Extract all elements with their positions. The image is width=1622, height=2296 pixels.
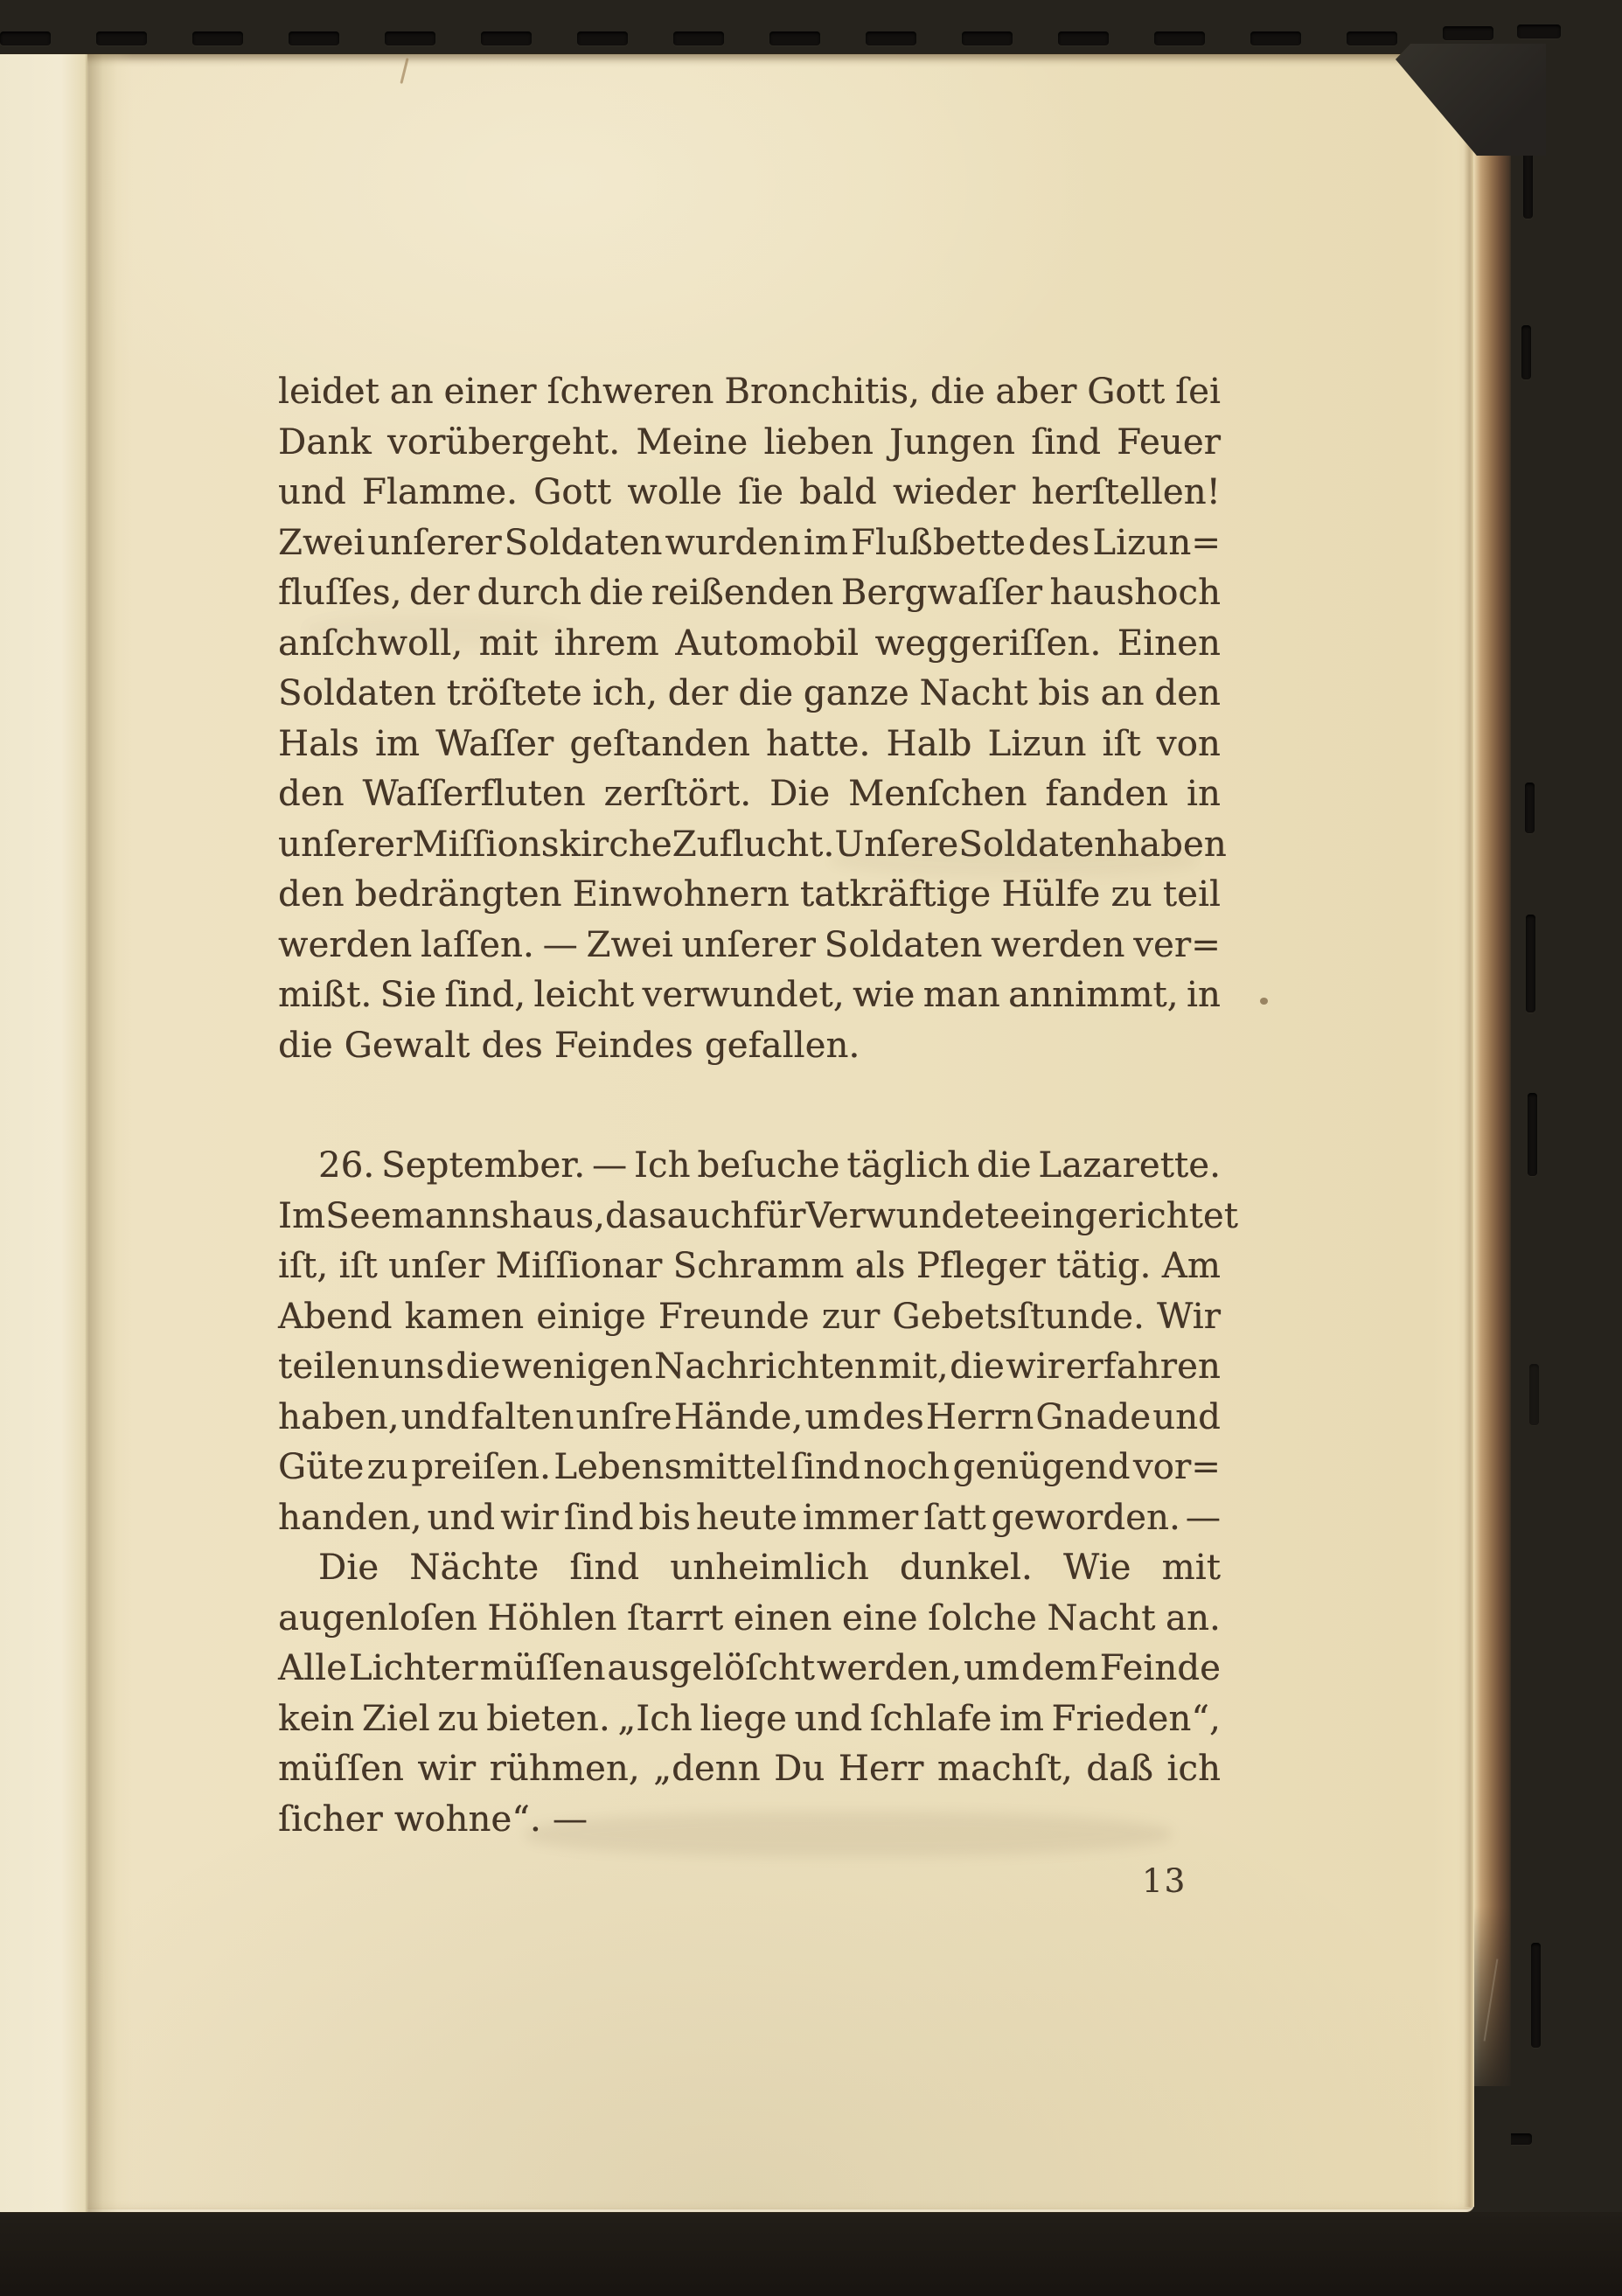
text-line — [278, 870, 1221, 921]
text-line — [278, 1242, 1221, 1292]
word: einige — [536, 1296, 646, 1337]
cover-stitch — [289, 31, 339, 45]
paper-speck — [1260, 998, 1268, 1005]
text-line — [278, 1141, 1221, 1192]
text-line — [278, 1192, 1239, 1242]
word: Miſſionar — [495, 1246, 663, 1286]
word: Güte — [278, 1447, 365, 1487]
word: wurden — [665, 522, 801, 563]
word: Nacht — [919, 673, 1028, 713]
word: iſt, — [278, 1246, 329, 1286]
word: ſolche — [928, 1597, 1037, 1639]
word: das — [604, 1195, 667, 1236]
word: bis — [638, 1497, 691, 1538]
word: müſſen — [278, 1749, 404, 1789]
word: Wir — [1157, 1296, 1221, 1337]
word: haushoch — [1049, 573, 1221, 613]
word: „denn — [653, 1749, 761, 1789]
word: laſſen. — [421, 924, 534, 965]
word: dem — [1020, 1648, 1098, 1688]
word: geworden. — [991, 1497, 1180, 1538]
word: Alle — [278, 1648, 347, 1688]
cover-stitch — [481, 31, 532, 45]
word: bald — [799, 472, 877, 512]
word: wir — [1006, 1346, 1065, 1387]
backdrop-bottom — [0, 2212, 1622, 2296]
word: ſtarrt — [626, 1597, 724, 1639]
cover-stitch — [1517, 24, 1561, 38]
word: iſt — [338, 1246, 378, 1286]
word: Lebensmittel — [553, 1447, 788, 1487]
word: Die — [769, 774, 831, 814]
word: Ziel — [361, 1698, 430, 1739]
text-line — [278, 367, 1221, 418]
cover-stitch — [1058, 31, 1109, 45]
cover-stitch — [1443, 26, 1493, 40]
word: ſatt — [923, 1497, 986, 1538]
word: wieder — [893, 472, 1016, 512]
word: ſicher — [278, 1799, 383, 1840]
word: Lichter — [348, 1648, 478, 1688]
text-line — [278, 568, 1221, 619]
word: Ich — [633, 1145, 691, 1186]
word: lieben — [763, 421, 874, 463]
word: Nacht — [1047, 1597, 1156, 1639]
word: die — [950, 1346, 1005, 1387]
word: Am — [1161, 1246, 1221, 1286]
word: des — [862, 1396, 924, 1437]
word: iſt — [1102, 723, 1141, 764]
word: tätig. — [1056, 1246, 1152, 1286]
text-line — [278, 971, 1221, 1021]
word: zu — [437, 1698, 479, 1739]
word: die — [929, 372, 985, 412]
word: Gnade — [1035, 1396, 1152, 1437]
text-line — [278, 1021, 1221, 1072]
word: um — [804, 1396, 861, 1437]
word: Automobil — [675, 623, 860, 664]
text-line — [278, 619, 1221, 670]
word: unheimlich — [670, 1548, 869, 1588]
word: wir — [500, 1497, 559, 1538]
word: Gebetsſtunde. — [892, 1296, 1145, 1337]
word: um — [963, 1648, 1020, 1688]
word: wie — [853, 975, 915, 1015]
word: unſre — [575, 1396, 672, 1437]
word: ſchweren — [546, 372, 714, 412]
word: wir — [417, 1749, 477, 1789]
word: Nächte — [409, 1548, 540, 1588]
word: ſind — [1031, 421, 1101, 463]
word: falten — [470, 1396, 574, 1437]
word: reißenden — [651, 573, 834, 613]
word: Freunde — [658, 1296, 810, 1337]
text-line — [278, 921, 1221, 971]
word: ſind — [569, 1548, 640, 1588]
word: werden — [991, 924, 1125, 965]
word: und — [794, 1698, 863, 1739]
word: Sie — [379, 975, 437, 1015]
word: und — [278, 472, 346, 512]
cover-stitch — [1529, 1364, 1539, 1425]
cover-stitch — [385, 31, 435, 45]
cover-stitch — [1154, 31, 1205, 45]
text-line — [278, 820, 1227, 871]
word: kamen — [404, 1296, 525, 1337]
word: liege — [700, 1698, 787, 1739]
word: bieten. — [486, 1698, 610, 1739]
cover-board-edge — [1474, 49, 1511, 2086]
word: Pfleger — [915, 1246, 1046, 1286]
word: des — [1027, 522, 1090, 563]
word: ihrem — [553, 623, 659, 664]
word: im — [803, 522, 848, 563]
text-line — [278, 769, 1221, 820]
cover-stitch — [1526, 915, 1535, 1012]
word: vor= — [1132, 1447, 1221, 1487]
word: und — [427, 1497, 496, 1538]
text-line — [278, 1795, 1221, 1846]
word: Einwohnern — [572, 874, 790, 915]
word: preiſen. — [411, 1447, 551, 1487]
word: teil — [1162, 874, 1221, 915]
word: vorübergeht. — [386, 421, 621, 463]
word: wohne“. — [393, 1799, 541, 1840]
page-block-edge — [1464, 58, 1474, 2207]
word: fluſſes, — [278, 573, 402, 613]
word: ſchlafe — [869, 1698, 992, 1739]
word: Gewalt — [344, 1025, 470, 1066]
word: Schramm — [672, 1246, 845, 1286]
word: leidet — [278, 372, 379, 412]
cover-stitch — [96, 31, 147, 45]
word: hatte. — [766, 723, 871, 764]
word: Menſchen — [848, 774, 1027, 814]
cover-stitch — [1521, 325, 1531, 379]
word: zu — [366, 1447, 408, 1487]
word: noch — [863, 1447, 950, 1487]
word: Die — [318, 1548, 379, 1588]
text-line — [278, 1694, 1221, 1745]
word: — — [591, 1145, 628, 1186]
word: gefallen. — [704, 1025, 860, 1066]
word: September. — [381, 1145, 586, 1186]
word: Gott — [533, 472, 612, 512]
book-page — [0, 54, 1474, 2212]
word: unſerer — [367, 522, 502, 563]
word: Halb — [886, 723, 972, 764]
word: Bergwaſſer — [840, 573, 1043, 613]
word: weggeriſſen. — [874, 623, 1102, 664]
word: verwundet, — [642, 975, 845, 1015]
word: im — [374, 723, 421, 764]
word: Flamme. — [361, 472, 518, 512]
word: ich, — [592, 673, 658, 713]
word: Soldaten — [958, 824, 1117, 865]
text-line — [278, 1493, 1221, 1544]
word: unſer — [388, 1246, 485, 1286]
word: ausgelöſcht — [607, 1648, 815, 1688]
word: Flußbette — [850, 522, 1026, 563]
word: kein — [278, 1698, 355, 1739]
word: heute — [695, 1497, 797, 1538]
text-line — [278, 1292, 1221, 1343]
cover-stitch — [673, 31, 724, 45]
word: annimmt, — [1008, 975, 1179, 1015]
word: augenloſen — [278, 1597, 477, 1639]
word: und — [1152, 1396, 1221, 1437]
word: ſie — [738, 472, 783, 512]
word: leicht — [533, 975, 635, 1015]
word: Du — [774, 1749, 825, 1789]
word: — — [1185, 1497, 1221, 1538]
cover-stitch — [577, 31, 628, 45]
word: ich — [1166, 1749, 1221, 1789]
word: eingerichtet — [1020, 1195, 1239, 1236]
word: einer — [443, 372, 537, 412]
word: genügend — [952, 1447, 1131, 1487]
word: unſerer — [681, 924, 816, 965]
word: Hülfe — [1001, 874, 1101, 915]
word: mit, — [878, 1346, 949, 1387]
word: die — [738, 673, 794, 713]
word: „Ich — [617, 1698, 693, 1739]
cover-stitch — [866, 31, 916, 45]
word: Waſſer — [435, 723, 554, 764]
word: tröſtete — [446, 673, 582, 713]
word: auch — [666, 1195, 754, 1236]
word: wolle — [627, 472, 722, 512]
word: Zwei — [278, 522, 365, 563]
word: handen, — [278, 1497, 422, 1538]
word: bis — [1038, 673, 1090, 713]
cover-stitch — [0, 31, 51, 45]
word: mit — [478, 623, 539, 664]
word: haben, — [278, 1396, 400, 1437]
word: Zwei — [586, 924, 673, 965]
word: an. — [1165, 1597, 1221, 1639]
word: Verwundete — [805, 1195, 1020, 1236]
word: man — [922, 975, 1000, 1015]
word: und — [400, 1396, 470, 1437]
previous-page-edge — [0, 54, 87, 2212]
word: dunkel. — [899, 1548, 1033, 1588]
word: Feuer — [1117, 421, 1221, 463]
word: herſtellen! — [1031, 472, 1221, 512]
word: Seemannshaus, — [325, 1195, 605, 1236]
cover-stitch — [1250, 31, 1301, 45]
word: Feinde — [1099, 1648, 1221, 1688]
word: Nachrichten — [654, 1346, 877, 1387]
cover-board-edge-fade — [1474, 1906, 1511, 2160]
word: machſt, — [936, 1749, 1073, 1789]
word: an — [1100, 673, 1145, 713]
word: anſchwoll, — [278, 623, 463, 664]
word: unſerer — [278, 824, 413, 865]
word: Soldaten — [504, 522, 663, 563]
word: immer — [802, 1497, 919, 1538]
word: geſtanden — [569, 723, 750, 764]
word: tatkräftige — [799, 874, 992, 915]
word: die — [976, 1145, 1032, 1186]
word: Im — [278, 1195, 326, 1236]
word: aber — [995, 372, 1077, 412]
word: zerſtört. — [603, 774, 752, 814]
word: werden, — [816, 1648, 963, 1688]
word: eine — [841, 1597, 918, 1639]
text-line — [278, 1744, 1221, 1795]
word: in — [1186, 774, 1221, 814]
word: rühmen, — [489, 1749, 640, 1789]
word: Einen — [1117, 623, 1221, 664]
word: uns — [380, 1346, 445, 1387]
body-text — [278, 367, 1239, 1845]
text-line — [278, 1543, 1221, 1594]
word: Meine — [636, 421, 748, 463]
word: der — [408, 573, 470, 613]
text-line — [278, 468, 1221, 518]
text-line — [278, 518, 1221, 569]
word: im — [999, 1698, 1044, 1739]
word: teilen — [278, 1346, 379, 1387]
word: den — [278, 774, 345, 814]
word: Hals — [278, 723, 359, 764]
text-line — [278, 1594, 1221, 1645]
word: den — [278, 874, 345, 915]
cover-stitch — [1531, 1943, 1541, 2048]
word: fanden — [1045, 774, 1169, 814]
text-line — [278, 720, 1221, 770]
word: als — [854, 1246, 906, 1286]
word: Unſere — [834, 824, 959, 865]
word: Feindes — [553, 1025, 693, 1066]
word: einen — [733, 1597, 832, 1639]
word: Wie — [1062, 1548, 1131, 1588]
word: bedrängten — [354, 874, 562, 915]
word: den — [1154, 673, 1221, 713]
word: für — [753, 1195, 806, 1236]
text-line — [278, 1393, 1221, 1444]
word: ſind, — [444, 975, 526, 1015]
word: Herr — [838, 1749, 924, 1789]
word: in — [1186, 975, 1221, 1015]
word: Hände, — [673, 1396, 804, 1437]
word: daß — [1086, 1749, 1153, 1789]
text-line — [278, 418, 1221, 469]
word: — — [552, 1799, 588, 1840]
word: Höhlen — [487, 1597, 617, 1639]
cover-stitch — [1525, 783, 1535, 833]
word: mißt. — [278, 975, 372, 1015]
word: die — [445, 1346, 501, 1387]
word: Waſſerfluten — [362, 774, 586, 814]
word: erfahren — [1065, 1346, 1221, 1387]
word: durch — [477, 573, 582, 613]
word: Herrn — [925, 1396, 1034, 1437]
text-line — [278, 1342, 1221, 1393]
word: beſuche — [697, 1145, 840, 1186]
word: werden — [278, 924, 413, 965]
cover-stitch — [769, 31, 820, 45]
word: Miſſionskirche — [412, 824, 672, 865]
word: Lizun — [987, 723, 1087, 764]
text-line — [278, 1443, 1221, 1493]
word: Jungen — [889, 421, 1015, 463]
word: müſſen — [479, 1648, 606, 1688]
word: Gott — [1087, 372, 1166, 412]
word: 26. — [318, 1145, 375, 1186]
text-line — [278, 1644, 1221, 1694]
word: Zuflucht. — [672, 824, 835, 865]
paper-fiber — [400, 58, 408, 84]
word: von — [1156, 723, 1221, 764]
word: des — [481, 1025, 543, 1066]
word: haben — [1117, 824, 1227, 865]
word: zu — [1110, 874, 1152, 915]
word: die — [278, 1025, 333, 1066]
cover-stitch — [1528, 1093, 1537, 1176]
word: Soldaten — [824, 924, 983, 965]
word: mit — [1161, 1548, 1221, 1588]
word: ſind — [563, 1497, 634, 1538]
gutter-crease — [85, 54, 133, 2212]
word: ganze — [803, 673, 909, 713]
word: zur — [821, 1296, 881, 1337]
word: Bronchitis, — [724, 372, 920, 412]
cover-stitch — [962, 31, 1013, 45]
word: die — [588, 573, 644, 613]
cover-stitch — [192, 31, 243, 45]
word: der — [667, 673, 728, 713]
word: wenigen — [501, 1346, 653, 1387]
cover-stitch — [1347, 31, 1397, 45]
text-line — [278, 669, 1221, 720]
word: ſind — [790, 1447, 860, 1487]
word: Soldaten — [278, 673, 436, 713]
word: an — [389, 372, 434, 412]
word: täglich — [846, 1145, 970, 1186]
word: Lazarette. — [1038, 1145, 1221, 1186]
word: ver= — [1133, 924, 1221, 965]
word: — — [542, 924, 578, 965]
word: ſei — [1175, 372, 1221, 412]
word: Frieden“, — [1051, 1698, 1221, 1739]
word: Lizun= — [1092, 522, 1221, 563]
page-number: 13 — [1142, 1862, 1187, 1900]
word: Dank — [278, 421, 372, 463]
word: Abend — [278, 1296, 393, 1337]
